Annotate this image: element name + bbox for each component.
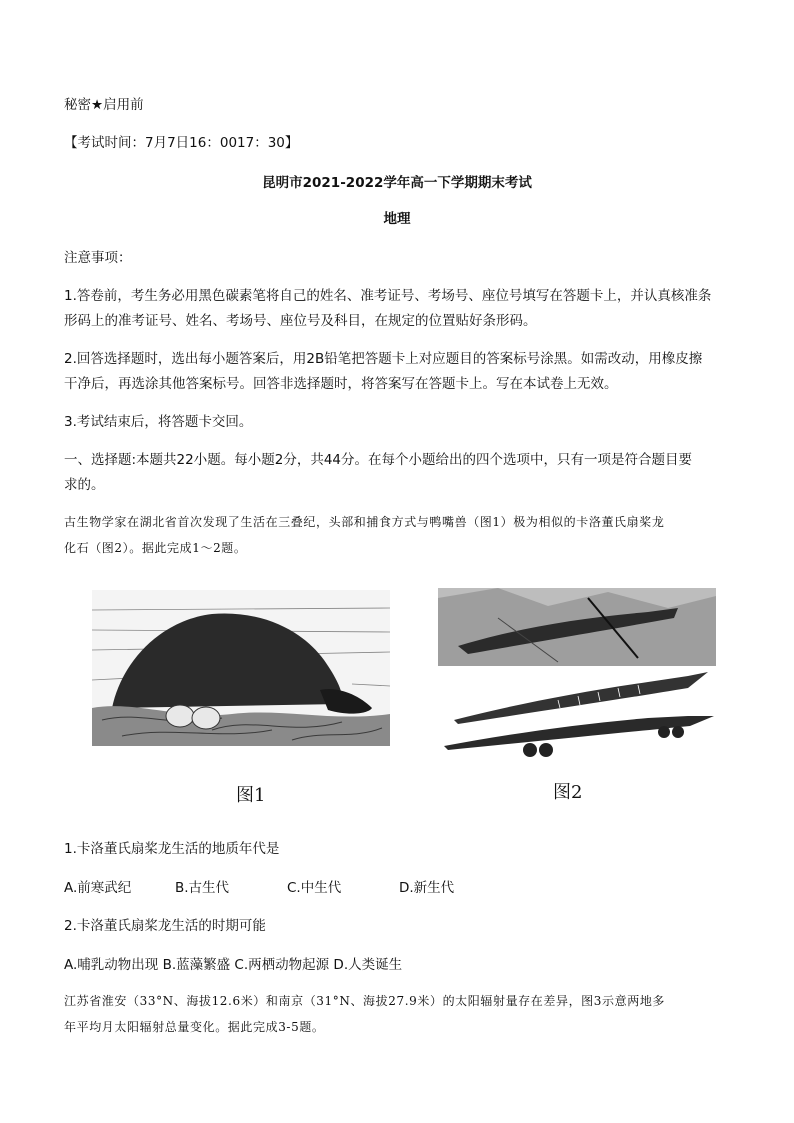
note-2-line-2: 干净后，再选涂其他答案标号。回答非选择题时，将答案写在答题卡上。写在本试卷上无效。 [64, 376, 618, 392]
note-1-line-1: 1.答卷前，考生务必用黑色碳素笔将自己的姓名、准考证号、考场号、座位号填写在答题卡上，并认真核准条 [64, 288, 712, 304]
question-1-option-a: A.前寒武纪 [64, 880, 132, 896]
figure-2-caption: 图2 [553, 782, 583, 803]
section-1-line-1: 一、选择题:本题共22小题。每小题2分，共44分。在每个小题给出的四个选项中，只有一项是符合题目要 [64, 452, 692, 468]
secret-label: 秘密★启用前 [64, 97, 144, 113]
question-2-stem: 2.卡洛董氏扇桨龙生活的时期可能 [64, 918, 266, 934]
passage-2-line-2: 年平均月太阳辐射总量变化。据此完成3-5题。 [64, 1020, 325, 1034]
platypus-illustration [92, 590, 390, 746]
question-1-option-b: B.古生代 [175, 880, 230, 896]
fossil-illustration [438, 588, 716, 764]
question-1-option-c: C.中生代 [287, 880, 342, 896]
question-1-stem: 1.卡洛董氏扇桨龙生活的地质年代是 [64, 841, 280, 857]
question-2-options: A.哺乳动物出现 B.蓝藻繁盛 C.两栖动物起源 D.人类诞生 [64, 957, 403, 973]
passage-1-line-2: 化石（图2）。据此完成1～2题。 [64, 541, 247, 555]
subject-title: 地理 [383, 211, 411, 227]
passage-1-line-1: 古生物学家在湖北省首次发现了生活在三叠纪，头部和捕食方式与鸭嘴兽（图1）极为相似的卡洛董氏扇桨龙 [64, 515, 665, 529]
exam-title: 昆明市2021-2022学年高一下学期期末考试 [262, 175, 532, 191]
passage-2-line-1: 江苏省淮安（33°N、海拔12.6米）和南京（31°N、海拔27.9米）的太阳辐射量存在差异，图3示意两地多 [64, 994, 666, 1008]
figure-1-caption: 图1 [236, 785, 266, 806]
note-1-line-2: 形码上的准考证号、姓名、考场号、座位号及科目，在规定的位置贴好条形码。 [64, 313, 537, 329]
question-1-option-d: D.新生代 [399, 880, 455, 896]
fossil-figure [438, 588, 716, 764]
note-3: 3.考试结束后，将答题卡交回。 [64, 414, 253, 430]
section-1-line-2: 求的。 [64, 477, 105, 493]
platypus-figure [92, 590, 390, 746]
note-2-line-1: 2.回答选择题时，选出每小题答案后，用2B铅笔把答题卡上对应题目的答案标号涂黑。如需改动，用橡皮擦 [64, 351, 703, 367]
exam-time: 【考试时间：7月7日16：0017：30】 [64, 135, 299, 151]
notes-heading: 注意事项： [64, 250, 132, 266]
